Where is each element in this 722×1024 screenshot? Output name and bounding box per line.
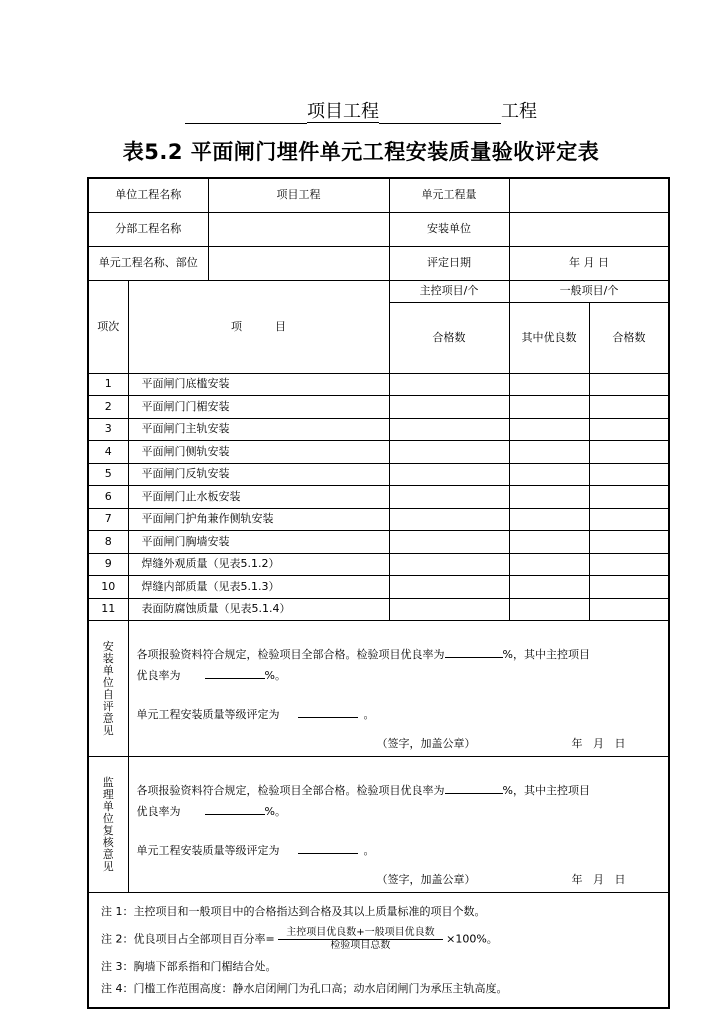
self-eval-line2 [137,666,286,683]
review-text2: 优良率为 [136,805,181,818]
main-qualified-cell[interactable] [389,486,509,509]
element-name-label: 单元工程名称、部位 [88,246,208,280]
general-qualified-cell[interactable] [589,463,669,486]
note-2-numerator: 主控项目优良数+一般项目优良数 [278,927,442,940]
item-name: 平面闸门止水板安装 [128,486,389,509]
general-qualified-cell[interactable] [589,576,669,599]
main-qualified-cell[interactable] [389,553,509,576]
self-eval-opinion[interactable] [128,621,669,757]
self-eval-blank-main-rate[interactable] [205,666,265,679]
table-row [88,373,669,396]
table-row [88,441,669,464]
main-excellent-cell[interactable] [509,373,589,396]
review-date[interactable]: 年 月 日 [571,873,626,886]
review-text2b: %。 [264,805,286,818]
self-eval-sign: （签字，加盖公章） [376,737,476,750]
main-qualified-cell[interactable] [389,441,509,464]
general-qualified-cell[interactable] [589,598,669,621]
main-excellent-cell[interactable] [509,531,589,554]
main-qualified-cell[interactable] [389,576,509,599]
eval-date-label: 评定日期 [389,246,509,280]
review-blank-main-rate[interactable] [205,802,265,815]
info-row-2 [88,212,669,246]
eval-date-value[interactable]: 年 月 日 [509,246,669,280]
main-excellent-cell[interactable] [509,418,589,441]
general-qualified-cell[interactable] [589,418,669,441]
note-3: 注 3：胸墙下部系指和门楣结合处。 [101,960,277,973]
general-qualified-cell[interactable] [589,553,669,576]
notes-row [88,893,669,1008]
self-eval-label-cell [88,621,128,757]
item-name: 平面闸门底槛安装 [128,373,389,396]
project-blank-left [185,103,307,124]
note-2-prefix: 注 2：优良项目占全部项目百分率= [101,932,275,946]
item-name: 平面闸门主轨安装 [128,418,389,441]
install-unit-label: 安装单位 [389,212,509,246]
general-qualified-cell[interactable] [589,396,669,419]
general-qualified-cell[interactable] [589,508,669,531]
main-excellent-cell[interactable] [509,441,589,464]
main-qualified-cell[interactable] [389,531,509,554]
general-qualified-cell[interactable] [589,441,669,464]
col-main-group: 主控项目/个 [389,280,509,302]
acceptance-table [87,177,670,1009]
note-2-suffix: ×100%。 [446,932,498,946]
main-qualified-cell[interactable] [389,418,509,441]
review-text1: 各项报验资料符合规定，检验项目全部合格。检验项目优良率为 [136,784,445,797]
review-text1b: %，其中主控项目 [502,784,590,797]
item-name: 平面闸门胸墙安装 [128,531,389,554]
page-title: 表5.2 平面闸门埋件单元工程安装质量验收评定表 [122,140,600,164]
item-no: 10 [88,576,128,599]
main-excellent-cell[interactable] [509,576,589,599]
sub-project-name-value[interactable] [208,212,389,246]
col-main-excellent: 其中优良数 [509,302,589,373]
item-name: 表面防腐蚀质量（见表5.1.4） [128,598,389,621]
item-name: 平面闸门门楣安装 [128,396,389,419]
table-row [88,463,669,486]
review-blank-rate[interactable] [445,781,503,794]
unit-project-name-label: 单位工程名称 [88,178,208,212]
main-qualified-cell[interactable] [389,463,509,486]
self-eval-blank-grade[interactable] [298,705,358,718]
main-excellent-cell[interactable] [509,463,589,486]
project-suffix: 工程 [501,101,537,122]
review-line3 [137,841,375,858]
review-text3: 单元工程安装质量等级评定为 [136,844,280,857]
col-general-qualified: 合格数 [589,302,669,373]
review-label: 监理单位复核意见 [102,775,114,873]
item-name: 平面闸门反轨安装 [128,463,389,486]
item-no: 6 [88,486,128,509]
item-name: 平面闸门护角兼作侧轨安装 [128,508,389,531]
main-excellent-cell[interactable] [509,553,589,576]
item-no: 3 [88,418,128,441]
note-2-fraction [278,927,442,952]
table-row [88,418,669,441]
col-main-qualified: 合格数 [389,302,509,373]
main-qualified-cell[interactable] [389,598,509,621]
self-eval-blank-rate[interactable] [445,645,503,658]
info-row-1 [88,178,669,212]
self-eval-text1b: %，其中主控项目 [502,648,590,661]
item-name: 平面闸门侧轨安装 [128,441,389,464]
review-row [88,757,669,893]
self-eval-text3b: 。 [363,708,375,721]
notes [88,893,669,1008]
review-line1 [137,781,590,798]
main-excellent-cell[interactable] [509,396,589,419]
item-no: 9 [88,553,128,576]
item-no: 4 [88,441,128,464]
review-text3b: 。 [363,844,375,857]
review-opinion[interactable] [128,757,669,893]
project-header [0,100,722,124]
table-row [88,531,669,554]
column-header-row-1 [88,280,669,302]
review-label-cell [88,757,128,893]
item-name: 焊缝外观质量（见表5.1.2） [128,553,389,576]
self-eval-text2b: %。 [264,669,286,682]
self-eval-text2: 优良率为 [136,669,181,682]
self-eval-row [88,621,669,757]
col-item-header: 项 目 [128,280,389,373]
main-excellent-cell[interactable] [509,508,589,531]
element-name-value[interactable] [208,246,389,280]
sub-project-name-label: 分部工程名称 [88,212,208,246]
item-no: 1 [88,373,128,396]
review-line2 [137,802,286,819]
general-qualified-cell[interactable] [589,486,669,509]
install-unit-value[interactable] [509,212,669,246]
review-blank-grade[interactable] [298,841,358,854]
unit-quantity-label: 单元工程量 [389,178,509,212]
general-qualified-cell[interactable] [589,373,669,396]
self-eval-text3: 单元工程安装质量等级评定为 [136,708,280,721]
self-eval-line1 [137,645,590,662]
unit-project-name-value[interactable]: 项目工程 [208,178,389,212]
project-name: 项目工程 [307,101,379,122]
note-2 [101,927,498,952]
info-row-3 [88,246,669,280]
unit-quantity-value[interactable] [509,178,669,212]
col-no-header: 项次 [88,280,128,373]
table-row [88,508,669,531]
self-eval-line3 [137,705,375,722]
item-no: 11 [88,598,128,621]
note-2-denominator: 检验项目总数 [330,940,391,951]
table-row [88,576,669,599]
project-blank-right [379,103,501,124]
table-row [88,598,669,621]
self-eval-label: 安装单位自评意见 [102,639,114,737]
main-excellent-cell[interactable] [509,486,589,509]
review-sign: （签字，加盖公章） [376,873,476,886]
self-eval-text1: 各项报验资料符合规定，检验项目全部合格。检验项目优良率为 [136,648,445,661]
general-qualified-cell[interactable] [589,531,669,554]
item-no: 2 [88,396,128,419]
table-row [88,553,669,576]
item-no: 7 [88,508,128,531]
table-row [88,486,669,509]
table-row [88,396,669,419]
note-1: 注 1：主控项目和一般项目中的合格指达到合格及其以上质量标准的项目个数。 [101,905,486,918]
item-no: 8 [88,531,128,554]
note-4: 注 4：门槛工作范围高度：静水启闭闸门为孔口高；动水启闭闸门为承压主轨高度。 [101,982,508,995]
item-no: 5 [88,463,128,486]
main-qualified-cell[interactable] [389,508,509,531]
main-qualified-cell[interactable] [389,373,509,396]
main-qualified-cell[interactable] [389,396,509,419]
main-excellent-cell[interactable] [509,598,589,621]
item-name: 焊缝内部质量（见表5.1.3） [128,576,389,599]
col-general-group: 一般项目/个 [509,280,669,302]
self-eval-date[interactable]: 年 月 日 [571,737,626,750]
